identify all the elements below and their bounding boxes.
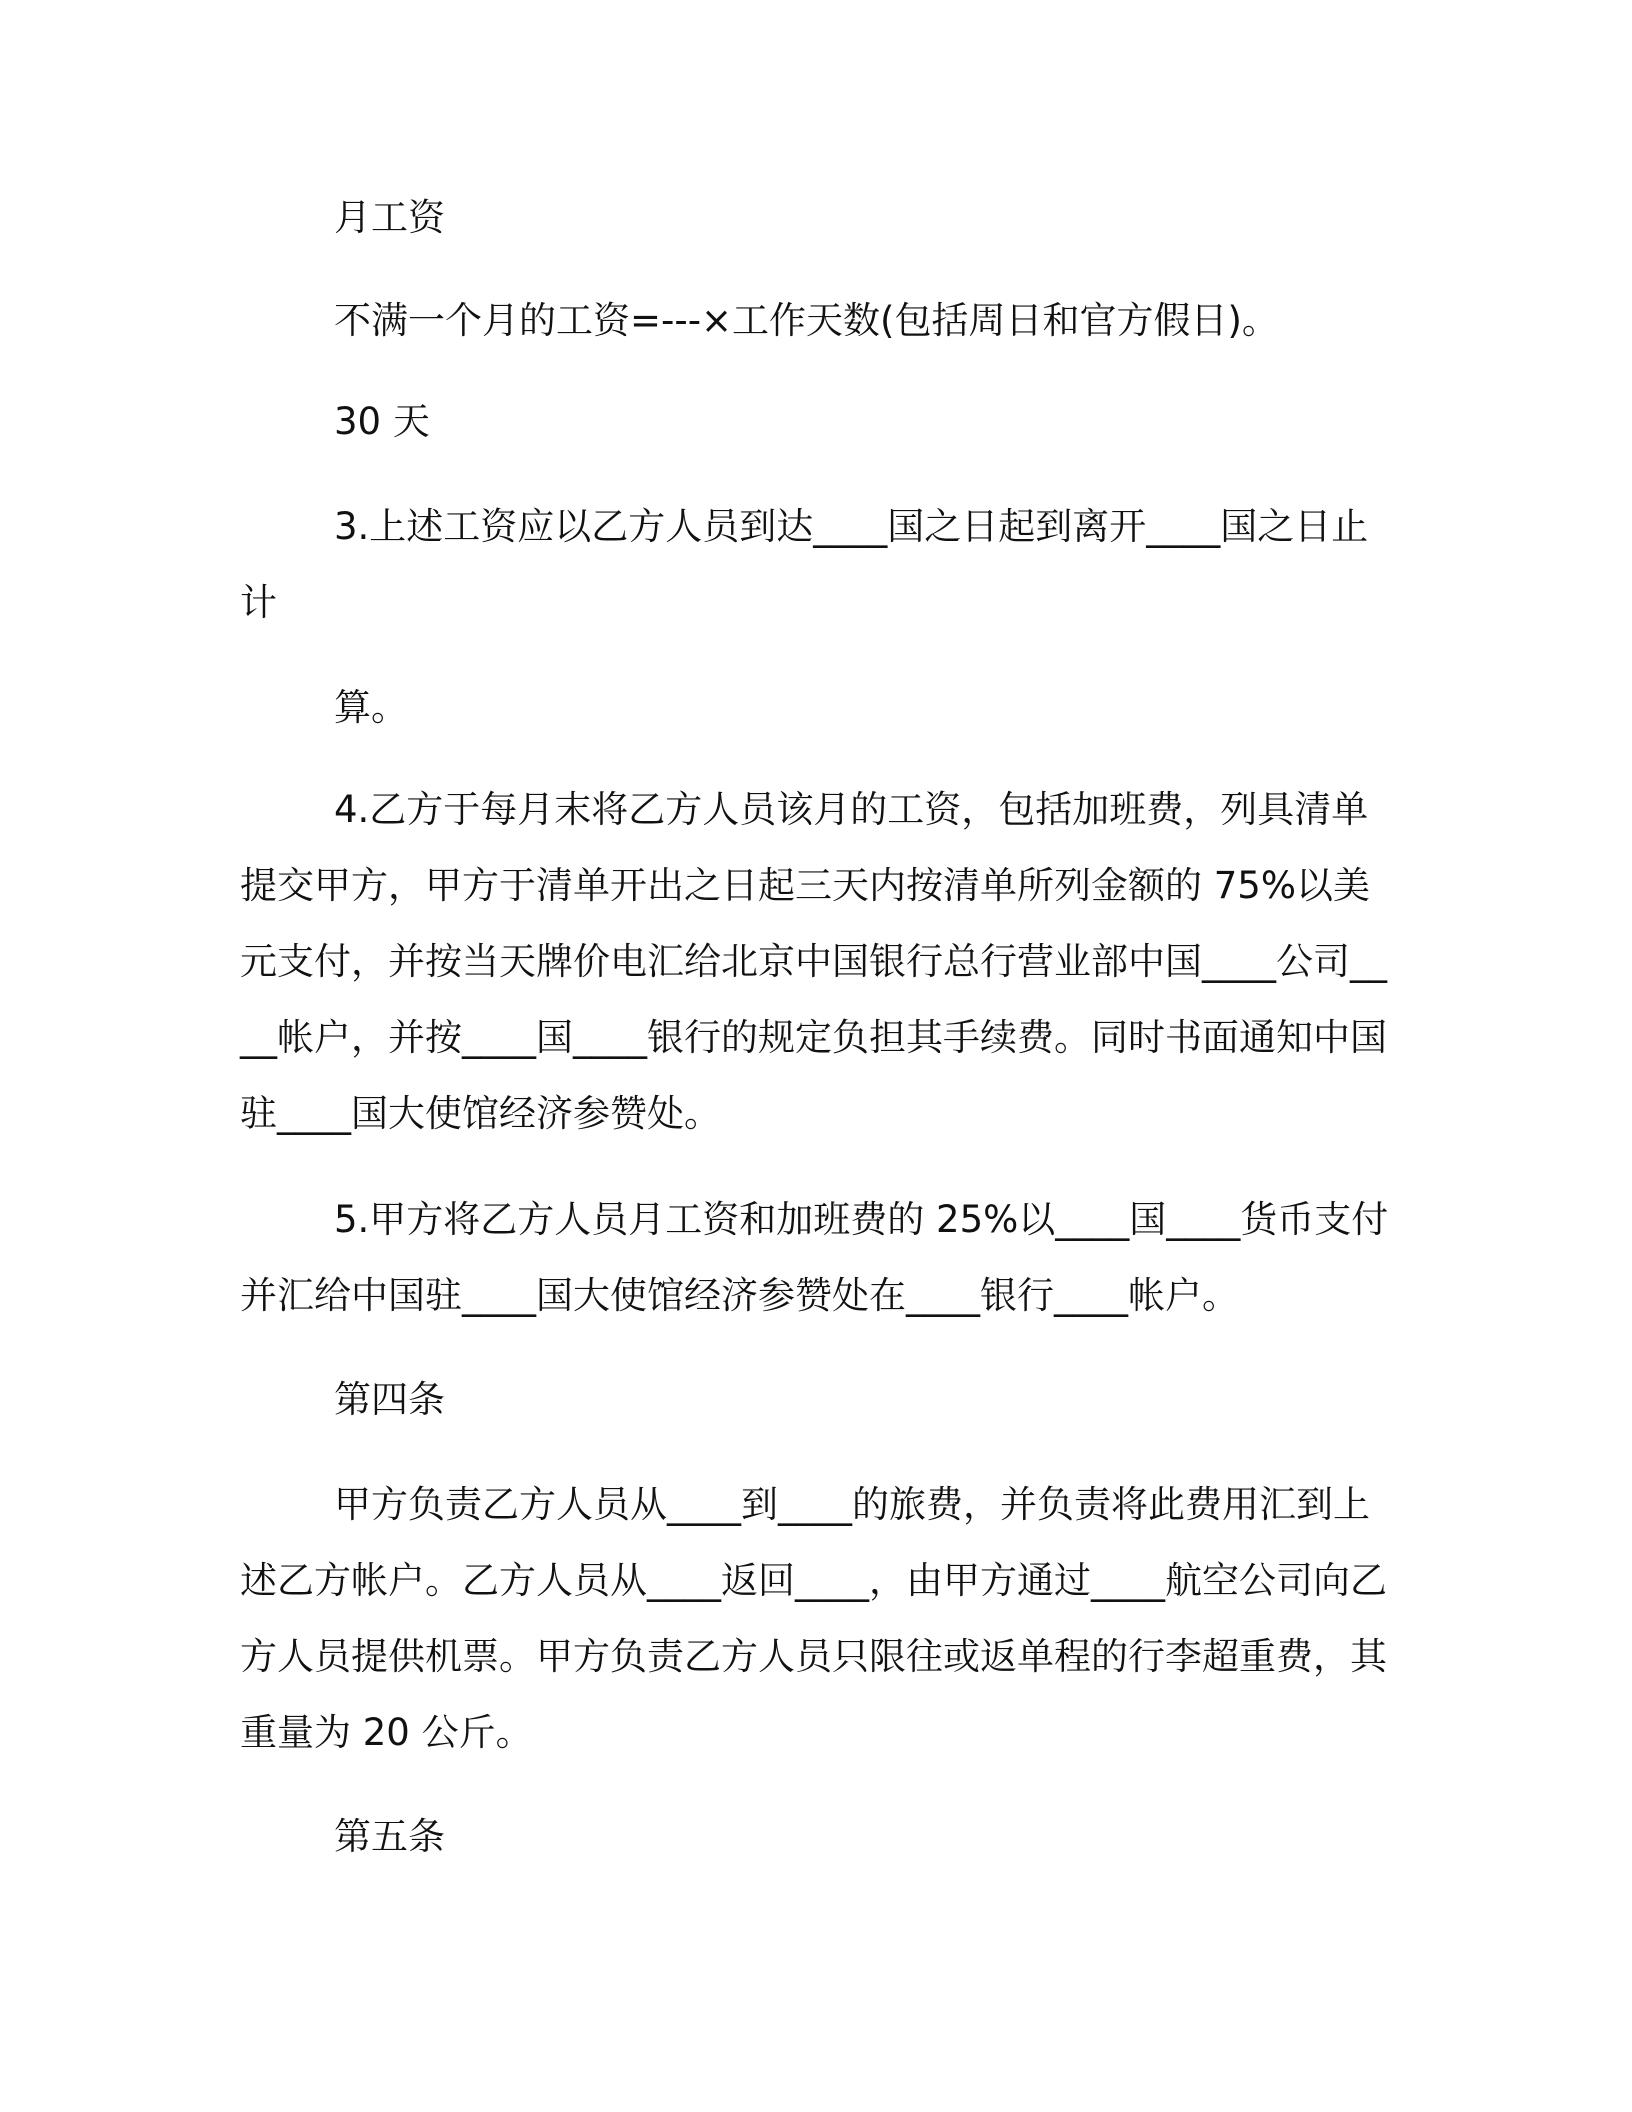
clause-3-continuation: 算。 bbox=[334, 686, 408, 729]
article-5-heading: 第五条 bbox=[334, 1815, 445, 1858]
thirty-days-label: 30 天 bbox=[334, 400, 430, 443]
partial-month-formula: 不满一个月的工资=---×工作天数(包括周日和官方假日)。 bbox=[334, 299, 1279, 342]
clause-4-text: 4.乙方于每月末将乙方人员该月的工资，包括加班费，列具清单提交甲方，甲方于清单开出之日起三天内按清单所列金额的 75%以美元支付，并按当天牌价电汇给北京中国银行总行营业部中国____公司____帐户，并按____国____银行的规定负担其手续费。同时书面通知中国驻____国大使馆经济参赞处。 bbox=[240, 788, 1387, 1135]
salary-label: 月工资 bbox=[334, 196, 445, 239]
article-4-heading: 第四条 bbox=[334, 1378, 445, 1421]
clause-3-text: 3.上述工资应以乙方人员到达____国之日起到离开____国之日止计 bbox=[240, 505, 1369, 624]
clause-5-text: 5.甲方将乙方人员月工资和加班费的 25%以____国____货币支付并汇给中国驻____国大使馆经济参赞处在____银行____帐户。 bbox=[240, 1198, 1389, 1317]
article-4-text: 甲方负责乙方人员从____到____的旅费，并负责将此费用汇到上述乙方帐户。乙方人员从____返回____，由甲方通过____航空公司向乙方人员提供机票。甲方负责乙方人员只限往或返单程的行李超重费，其重量为 20 公斤。 bbox=[240, 1483, 1387, 1754]
